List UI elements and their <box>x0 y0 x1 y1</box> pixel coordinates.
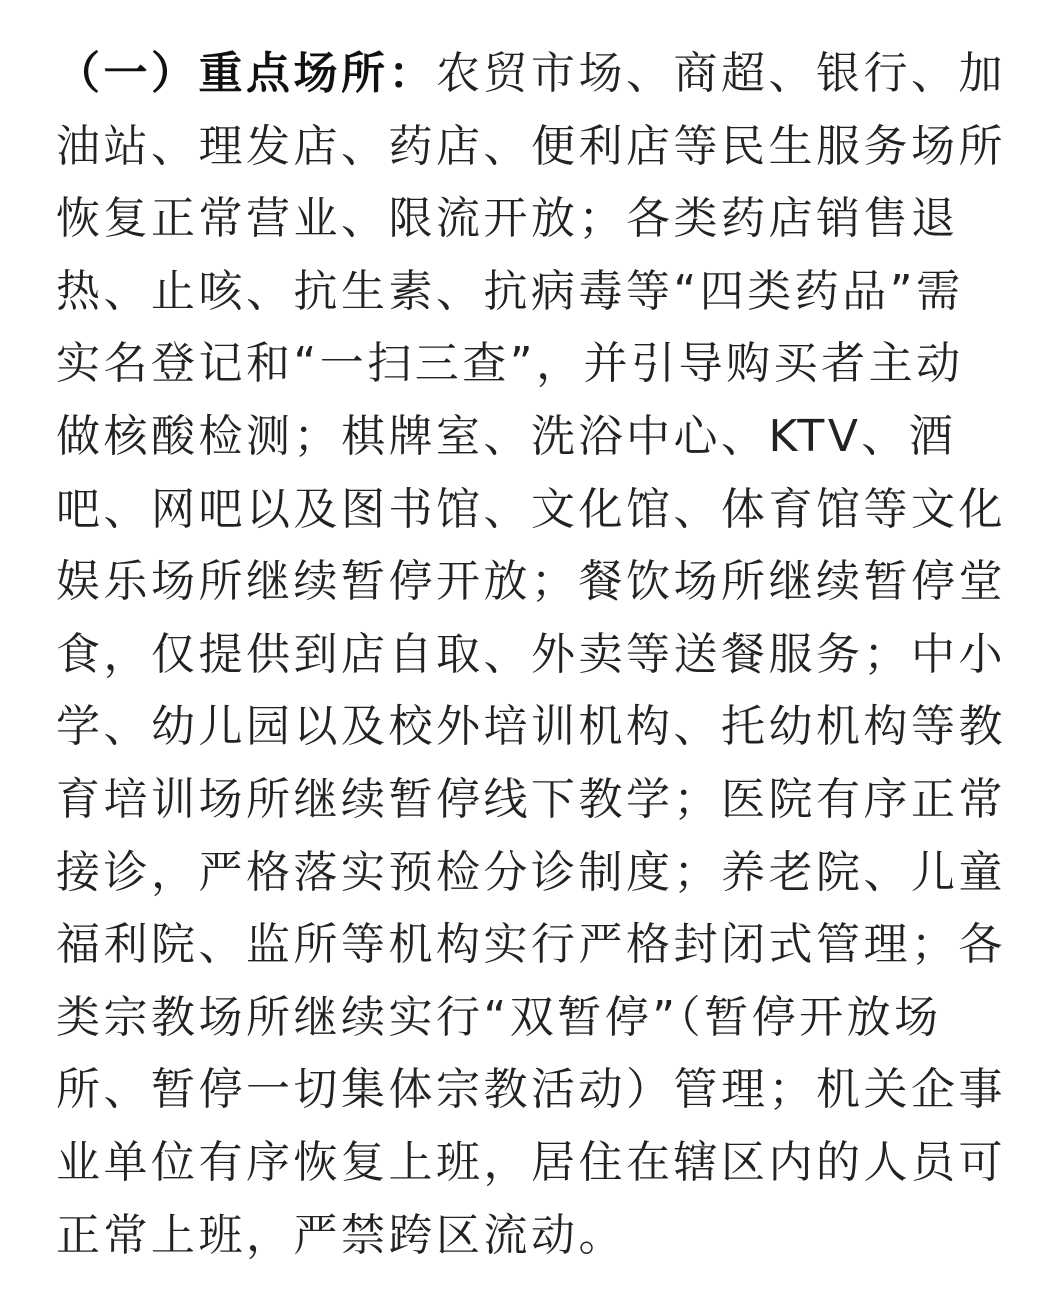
text-line-2: 油站、理发店、药店、便利店等民生服务场所 <box>56 120 1006 172</box>
policy-paragraph <box>56 38 1036 1272</box>
text-line-16: 业单位有序恢复上班，居住在辖区内的人员可 <box>56 1136 1006 1188</box>
text-line-17: 正常上班，严禁跨区流动。 <box>56 1209 626 1261</box>
text-line-7: 吧、网吧以及图书馆、文化馆、体育馆等文化 <box>56 483 1006 535</box>
text-line-3: 恢复正常营业、限流开放；各类药店销售退 <box>56 193 959 245</box>
text-line-8: 娱乐场所继续暂停开放；餐饮场所继续暂停堂 <box>56 556 1006 608</box>
first-line-text: 农贸市场、商超、银行、加 <box>436 48 1006 99</box>
text-line-6: 做核酸检测；棋牌室、洗浴中心、KTV、酒 <box>56 410 957 462</box>
text-line-4: 热、止咳、抗生素、抗病毒等“四类药品”需 <box>56 265 964 317</box>
text-line-12: 接诊，严格落实预检分诊制度；养老院、儿童 <box>56 846 1006 898</box>
text-line-1 <box>56 38 1036 111</box>
section-heading: （一）重点场所： <box>56 48 436 99</box>
text-line-9: 食，仅提供到店自取、外卖等送餐服务；中小 <box>56 628 1006 680</box>
text-line-11: 育培训场所继续暂停线下教学；医院有序正常 <box>56 773 1006 825</box>
text-line-14: 类宗教场所继续实行“双暂停”（暂停开放场 <box>56 991 942 1043</box>
text-line-10: 学、幼儿园以及校外培训机构、托幼机构等教 <box>56 701 1006 753</box>
text-line-15: 所、暂停一切集体宗教活动）管理；机关企事 <box>56 1064 1006 1116</box>
text-line-5: 实名登记和“一扫三查”，并引导购买者主动 <box>56 338 964 390</box>
text-line-13: 福利院、监所等机构实行严格封闭式管理；各 <box>56 919 1006 971</box>
